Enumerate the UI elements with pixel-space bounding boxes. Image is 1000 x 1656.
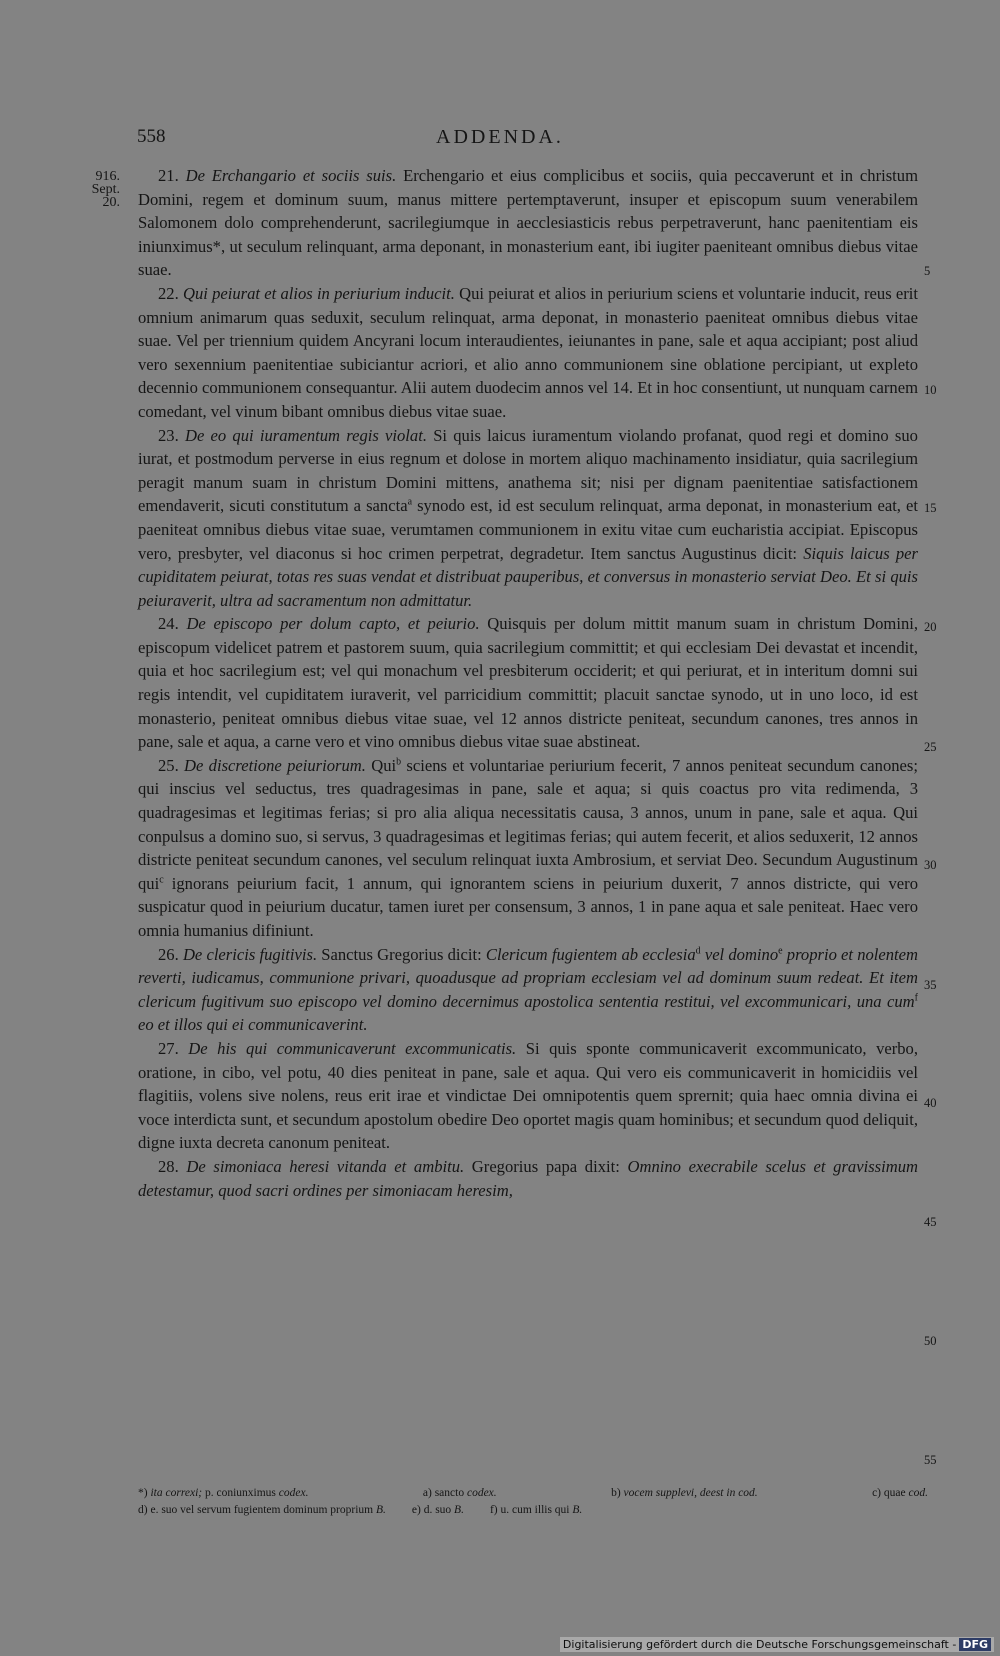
footnote-marker: a (407, 496, 413, 508)
section-27 (138, 1037, 918, 1155)
line-number-25: 25 (924, 740, 937, 754)
section-number: 23. (158, 425, 179, 445)
footnote-d: d) e. suo vel servum fugientem dominum proprium B. (138, 1504, 386, 1516)
footnote-row (138, 1485, 928, 1502)
section-26 (138, 943, 918, 1037)
section-quote: Omnino execrabile scelus et gravissimum detestamur, quod sacri ordines per simoniacam heresim, (138, 1156, 918, 1200)
section-23 (138, 424, 918, 613)
section-28 (138, 1155, 918, 1202)
section-rubric: De his qui communicaverunt excommunicatis. (188, 1038, 517, 1058)
section-24 (138, 612, 918, 754)
section-number: 24. (158, 614, 179, 634)
section-quote: eo et illos qui ei communicaverint. (138, 1015, 368, 1035)
footnote-c: c) quae cod. (872, 1487, 928, 1499)
section-quote: proprio et nolentem reverti, iudicamus, communione privari, quoadusque ad propriam ecclesiam vel ad dominum suum redeat. Et item clericum fugitivum suo episcopo vel domino decernimus apostolica sententia restitui, vel excommunicari, una cum (138, 944, 919, 1011)
body-text (138, 164, 918, 1202)
section-rubric: De clericis fugitivis. (182, 944, 318, 964)
section-text: ignorans peiurium facit, 1 annum, qui ignorantem sciens in peiurium duxerit, 7 annos districte, qui vero suspicatur quod in peiurium ducatur, tamen iuret per consensum, 3 annos, 1 in pane aqua et sale peniteat. Haec vero omnia humanius difiniunt. (138, 873, 918, 940)
footnote-marker: d (695, 945, 701, 957)
footnote-marker: f (914, 992, 918, 1004)
section-rubric: De simoniaca heresi vitanda et ambitu. (186, 1156, 465, 1176)
section-text: Qui (365, 755, 397, 775)
section-text: Quisquis per dolum mittit manum suam in christum Domini, episcopum videlicet patrem et pastorem suum, quia sacrilegium committit; et qui ecclesiam Dei devastat et incendit, quia et hoc sacrilegium est; vel qui monachum vel presbiterum occiderit; et qui periurat, et in interitum domni sui regis intendit, vel cupiditatem iuraverit, vel parricidium committit; placuit sanctae synodo, ut in uno loco, id est monasterio, peniteat omnibus diebus vitae suae, vel 12 annos districte peniteat, secundum canones, tres annos in pane, sale et aqua, a carne vero et vino omnibus diebus vitae suae abstineat. (138, 614, 919, 752)
section-text: Erchengario et eius complicibus et sociis, quia peccaverunt et in christum Domini, regem et dominum suum, manus mittere pertemptaverunt, insuper et episcopum suum venerabilem Salomonem dolo comprehenderunt, sacrilegiumque in aecclesiasticis rebus perpetraverunt, hanc paenitentiam eis iniunximus*, ut seculum relinquant, arma deponant, in monasterium eant, ibi iugiter paeniteant omnibus diebus vitae suae. (138, 166, 918, 280)
section-rubric: De discretione peiuriorum. (184, 755, 366, 775)
section-text: Qui peiurat et alios in periurium sciens et voluntarie inducit, reus erit omnium animarum quas seduxit, seculum relinquat, arma deponat, in monasterio paeniteat omnibus diebus vitae suae. Vel per triennium quidem Ancyrani locum interaudientes, ieiunantes in pane, sale et aqua accipiant; post aliud vero sexennium paenitentiae subiciantur acriori, et alio anno communionem sine oblatione percipiant, ut expleto decennio communionem consequantur. Alii autem duodecim annos vel 14. Et in hoc consentiunt, ut nunquam carnem comedant, vel vinum bibant omnibus diebus vitae suae. (138, 283, 919, 421)
margin-month: Sept. (91, 182, 120, 197)
section-text: Sanctus Gregorius dicit: (317, 944, 486, 964)
section-text: Si quis laicus iuramentum violando profanat, quod regi et domino suo iurat, et postmodum perverse in eius regnum et dolose in mortem aliquo machinamento insidiatur, quia sacrilegium peragit manum suam in christum Domini mittens, anathema sit; nisi per dignam paenitentiae satisfactionem emendaverit, sicuti constitutum a sancta (138, 425, 918, 516)
running-head: ADDENDA. (436, 126, 564, 148)
footnote-a: a) sancto codex. (422, 1487, 497, 1499)
section-text: sciens et voluntariae periurium fecerit, 7 annos peniteat secundum canones; qui inscius vel seductus, tres quadragesimas in pane, sale et aqua; si quis coactus pro vita redimenda, 3 quadragesimas et legitimas ferias; si pro alia aliqua necessitatis causa, 3 annos, unum in pane, sale et aqua. Qui conpulsus a domino suo, si servus, 3 quadragesimas et legitimas ferias; qui autem fecerit, et alios seduxerit, 12 annos districte peniteat secundum canones, vel seculum relinquat iuxta Ambrosium, et serviat Deo. Secundum Augustinum qui (138, 755, 918, 893)
section-text: Gregorius papa dixit: (464, 1156, 628, 1176)
footnote-marker: b (396, 756, 402, 768)
section-number: 26. (158, 944, 179, 964)
section-rubric: Qui peiurat et alios in periurium inducit. (182, 283, 455, 303)
margin-day: 20. (102, 195, 120, 210)
section-number: 25. (158, 755, 179, 775)
section-number: 27. (158, 1038, 179, 1058)
digitization-credit (560, 1637, 994, 1652)
margin-year: 916. (95, 169, 120, 184)
page-number: 558 (137, 126, 166, 147)
footnote-marker: e (778, 945, 783, 957)
footnote-marker: c (159, 874, 164, 886)
line-number-45: 45 (924, 1215, 937, 1229)
section-22 (138, 282, 918, 424)
section-rubric: De Erchangario et sociis suis. (185, 166, 397, 185)
line-number-5: 5 (924, 264, 931, 278)
line-number-30: 30 (924, 858, 937, 872)
section-rubric: De eo qui iuramentum regis violat. (184, 425, 427, 445)
footnote-f: f) u. cum illis qui B. (489, 1504, 583, 1516)
section-rubric: De episcopo per dolum capto, et peiurio. (186, 614, 480, 634)
section-quote: vel domino (700, 944, 779, 964)
footnote-row (138, 1502, 928, 1519)
section-21 (138, 164, 918, 282)
section-number: 21. (158, 166, 179, 185)
line-number-40: 40 (924, 1096, 937, 1110)
line-number-35: 35 (924, 978, 937, 992)
section-number: 28. (158, 1156, 179, 1176)
margin-date (90, 170, 120, 209)
section-quote: Siquis laicus per cupiditatem peiurat, totas res suas vendat et distribuat pauperibus, et conversus in monasterio serviat Deo. Et si quis peiuraverit, ultra ad sacramentum non admittatur. (138, 543, 918, 610)
line-number-20: 20 (924, 620, 937, 634)
footnotes (138, 1485, 928, 1519)
section-25 (138, 754, 918, 943)
footnote-b: b) vocem supplevi, deest in cod. (611, 1487, 758, 1499)
section-quote: Clericum fugientem ab ecclesia (485, 944, 696, 964)
footnote-e: e) d. suo B. (411, 1504, 464, 1516)
line-number-15: 15 (924, 501, 937, 515)
line-number-55: 55 (924, 1453, 937, 1467)
section-number: 22. (158, 283, 179, 303)
section-text: Si quis sponte communicaverit excommunicato, verbo, oratione, in cibo, vel potu, 40 dies peniteat in pane, sale et aqua. Qui vero eis communicaverit in homicidiis vel flagitiis, volens sive nolens, reus erit irae et vindictae Dei omnipotentis quem sprernit; quia haec omnia divina ei voce interdicta sunt, et secundum apostolum obedire Deo oportet magis quam hominibus; et secundum quod deliquit, digne iuxta decreta canonum peniteat. (138, 1038, 919, 1153)
credit-text: Digitalisierung gefördert durch die Deutsche Forschungsgemeinschaft - (562, 1638, 957, 1651)
dfg-logo: DFG (959, 1638, 991, 1651)
line-number-50: 50 (924, 1334, 937, 1348)
section-text: synodo est, id est seculum relinquat, arma deponat, in monasterium eat, et paeniteat omnibus diebus vitae suae, verumtamen communionem in exitu vitae cum eucharistia accipiat. Episcopus vero, presbyter, vel diaconus si hoc crimen perpetrat, degradetur. Item sanctus Augustinus dicit: (138, 496, 919, 563)
footnote-star: *) ita correxi; p. coniunximus codex. (138, 1487, 309, 1499)
line-number-10: 10 (924, 383, 937, 397)
